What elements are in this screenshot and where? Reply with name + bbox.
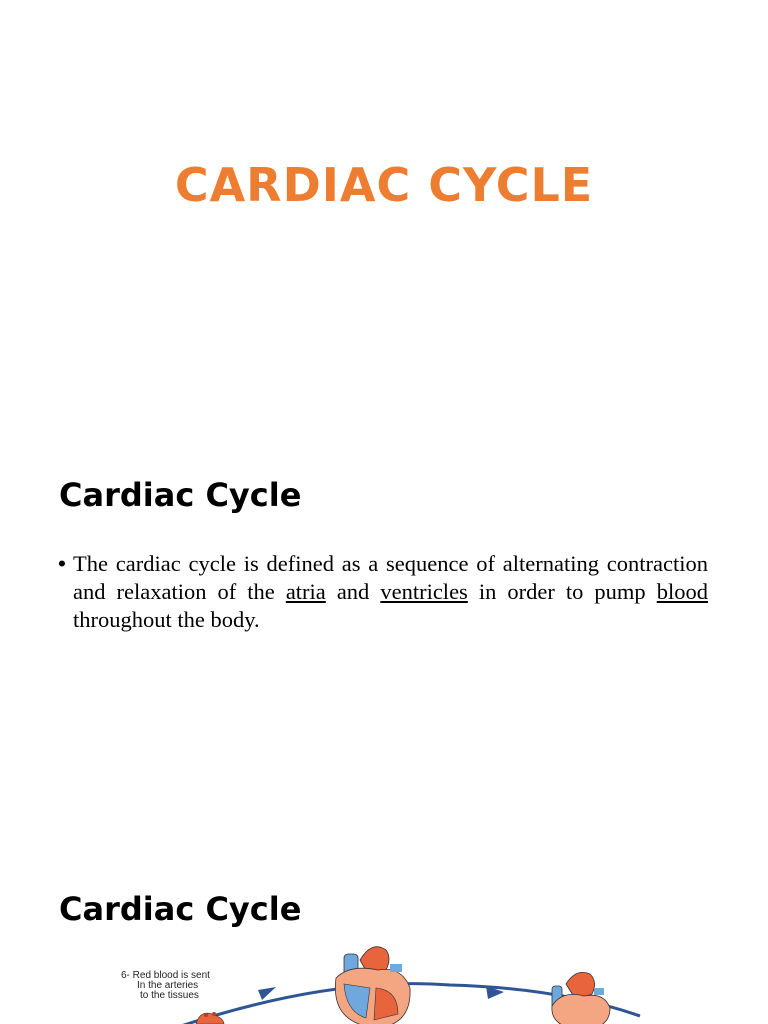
slide-heading: Cardiac Cycle (59, 890, 302, 928)
bullet-text-part: and (325, 579, 381, 604)
bullet-text-part: throughout the body. (73, 607, 260, 632)
bullet-item (58, 550, 708, 634)
link-blood[interactable]: blood (656, 579, 708, 604)
title-slide (0, 0, 768, 414)
bullet-list (58, 550, 708, 634)
diagram-caption-line: to the tissues (140, 990, 199, 1001)
link-atria[interactable]: atria (285, 579, 326, 604)
bullet-text-part: in order to pump (467, 579, 657, 604)
link-ventricles[interactable]: ventricles (380, 579, 468, 604)
diagram-caption-line: 6- Red blood is sent (121, 970, 210, 981)
bullet-text-part: The cardiac cycle is defined as a sequence of alternating contraction and relaxation of the (73, 551, 708, 604)
diagram-caption-line: In the arteries (137, 980, 199, 991)
slide-heading: Cardiac Cycle (59, 476, 302, 514)
diagram-slide (0, 828, 768, 1024)
heart-illustration (335, 947, 410, 1024)
cardiac-cycle-diagram (0, 828, 768, 1024)
bullet-icon: • (58, 551, 66, 576)
presentation-title: CARDIAC CYCLE (174, 158, 594, 212)
flow-arrow-icon (258, 987, 276, 1000)
heart-illustration (552, 972, 610, 1024)
definition-slide (0, 414, 768, 828)
